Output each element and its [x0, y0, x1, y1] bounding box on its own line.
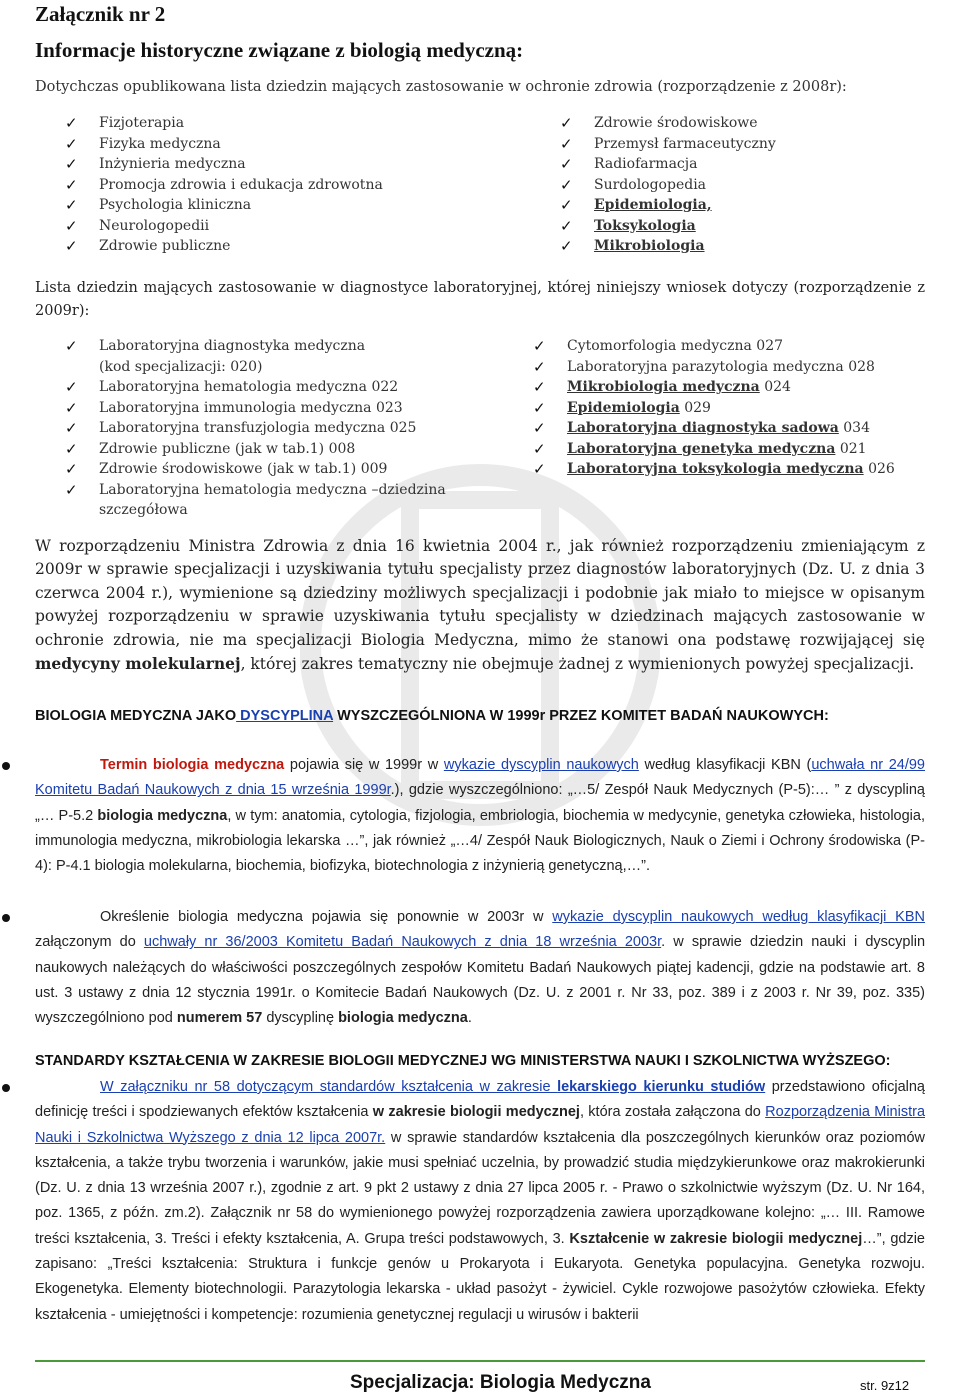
- list-item: ✓ Mikrobiologia medyczna 024: [533, 378, 791, 396]
- wykaz-2003-link[interactable]: wykazie dyscyplin naukowych według klasyfikacji KBN: [552, 909, 925, 925]
- checkmark-icon: ✓: [65, 216, 78, 235]
- list-2008-right: [530, 113, 776, 257]
- list-item: ✓ Cytomorfologia medyczna 027: [533, 337, 784, 355]
- checkmark-icon: ✓: [560, 114, 573, 132]
- lekarski-kierunek-link[interactable]: lekarskiego kierunku studiów: [557, 1079, 766, 1095]
- list-item: ✓ Radiofarmacja: [560, 155, 698, 173]
- regulation-paragraph: W rozporządzeniu Ministra Zdrowia z dnia 16 kwietnia 2004 r., jak również rozporządzeniu zmieniającym z 2009r w sprawie specjalizacji i uzyskiwania tytułu specjalisty przez diagnostów laboratoryjnych (Dz. U. z dnia 3 czerwca 2004 r.), wymienione są dziedziny możliwych specjalizacji i podobnie jak miało to miejsce w opisanym powyżej rozporządzeniu w sprawie uzyskiwania tytułu specjalisty w dziedzinach mających zastosowanie w ochronie zdrowia, nie ma specjalizacji Biologia Medyczna, mimo że stanowi ona podstawę rozwijającej się medycyny molekularnej, której zakres tematyczny nie obejmuje żadnej z wymienionych powyżej specjalizacji.: [35, 537, 925, 674]
- checkmark-icon: ✓: [560, 175, 573, 194]
- list-2008-left: [35, 113, 383, 257]
- checkmark-icon: ✓: [65, 337, 78, 355]
- bullet-paragraph-standards: W załączniku nr 58 dotyczącym standardów kształcenia w zakresie lekarskiego kierunku studiów przedstawiono oficjalną definicję treści i spodziewanych efektów kształcenia w zakresie biologii medycznej, która została załączona do Rozporządzenia Ministra Nauki i Szkolnictwa Wyższego z dnia 12 lipca 2007r. w sprawie standardów kształcenia dla poszczególnych kierunków oraz poziomów kształcenia, a także trybu tworzenia i warunków, jakie musi spełniać uczelnia, by prowadzić studia międzykierunkowe oraz makrokierunki (Dz. U. z dnia 13 września 2007 r.), zgodnie z art. 9 pkt 2 ustawy z dnia 27 lipca 2005 r. - Prawo o szkolnictwie wyższym (Dz. U. Nr 164, poz. 1365, z późn. zm.2). Załącznik nr 58 do wymienionego powyżej rozporządzenia zawiera uporządkowane kolejno: „… III. Ramowe treści kształcenia, 3. Treści i efekty kształcenia, A. Grupa treści podstawowych, 3. Kształcenie w zakresie biologii medycznej…”, gdzie zapisano: „Treści kształcenia: Struktura i funkcje genów u Prokaryota i Eukaryota. Genetyka populacyjna. Genetyka rozwoju. Ekogenetyka. Elementy biotechnologii. Parazytologia lekarska - układ pasożyt - żywiciel. Cykle rozwojowe pasożytów człowieka. Efekty kształcenia - umiejętności i kompetencje: rozumienia genetycznej regulacji u wirusów i bakterii: [35, 1075, 925, 1328]
- checkmark-icon: ✓: [560, 216, 573, 235]
- footer-title: Specjalizacja: Biologia Medyczna: [350, 1372, 651, 1393]
- checkmark-icon: ✓: [65, 175, 78, 194]
- list-item: ✓ Laboratoryjna diagnostyka medyczna (kod specjalizacji: 020): [65, 337, 366, 375]
- footer-rule: [35, 1360, 925, 1362]
- bullet-paragraph-2003: Określenie biologia medyczna pojawia się ponownie w 2003r w wykazie dyscyplin naukowych według klasyfikacji KBN załączonym do uchwały nr 36/2003 Komitetu Badań Naukowych z dnia 18 września 2003r. w sprawie dziedzin nauki i dyscyplin naukowych należących do właściwości poszczególnych zespołów Komitetu Badań Naukowych piątej kadencji, gdzie na podstawie art. 8 ust. 3 ustawy z dnia 12 stycznia 1991r. o Komitecie Badań Naukowych (Dz. U. z 2001 r. Nr 33, poz. 389 i z 2003 r. Nr 39, poz. 335) wyszczególniono pod numerem 57 dyscyplinę biologia medyczna.: [35, 905, 925, 1031]
- checkmark-icon: ✓: [533, 439, 546, 458]
- checkmark-icon: ✓: [65, 460, 78, 478]
- rozporzadzenie-2007-link[interactable]: Rozporządzenia Ministra Nauki i Szkolnictwa Wyższego z dnia 12 lipca 2007r.: [35, 1104, 926, 1146]
- checkmark-icon: ✓: [65, 155, 78, 173]
- checkmark-icon: ✓: [560, 196, 573, 214]
- uchwala-36-2003-link[interactable]: uchwały nr 36/2003 Komitetu Badań Naukowych z dnia 18 września 2003r: [143, 934, 662, 951]
- page-number: str. 9z12: [860, 1378, 910, 1393]
- checkmark-icon: ✓: [65, 378, 78, 396]
- list-2009-right: [503, 336, 895, 480]
- list-item: ✓ Promocja zdrowia i edukacja zdrowotna: [65, 175, 383, 194]
- list-item: ✓ Zdrowie publiczne (jak w tab.1) 008: [65, 439, 356, 458]
- list-item: ✓ Toksykologia: [560, 216, 696, 235]
- list-item: ✓ Zdrowie publiczne: [65, 237, 231, 255]
- bullet-icon: [2, 914, 10, 922]
- checkmark-icon: ✓: [65, 439, 78, 458]
- checkmark-icon: ✓: [560, 155, 573, 173]
- checkmark-icon: ✓: [65, 237, 78, 255]
- page-subtitle: Informacje historyczne związane z biologią medyczną:: [35, 38, 524, 62]
- intro-text: Dotychczas opublikowana lista dziedzin mających zastosowanie w ochronie zdrowia (rozporządzenie z 2008r):: [35, 79, 847, 95]
- list-item: ✓ Epidemiologia 029: [533, 398, 711, 417]
- list-item: ✓ Mikrobiologia: [560, 237, 705, 255]
- dyscyplina-link[interactable]: DYSCYPLINA: [236, 708, 334, 724]
- bullet-icon: [2, 1084, 10, 1092]
- list-item: ✓ Laboratoryjna toksykologia medyczna 026: [533, 460, 895, 478]
- wykaz-1999-link[interactable]: wykazie dyscyplin naukowych: [443, 757, 639, 773]
- list-item: ✓ Fizyka medyczna: [65, 134, 221, 153]
- checkmark-icon: ✓: [533, 460, 546, 478]
- list-item: ✓ Psychologia kliniczna: [65, 196, 252, 214]
- bullet-icon: [2, 762, 10, 770]
- lab-intro-text: Lista dziedzin mających zastosowanie w diagnostyce laboratoryjnej, której niniejszy wniosek dotyczy (rozporządzenie z 2009r):: [35, 280, 925, 319]
- checkmark-icon: ✓: [533, 378, 546, 396]
- list-item: ✓ Laboratoryjna diagnostyka sadowa 034: [533, 419, 870, 437]
- list-item: ✓ Epidemiologia,: [560, 196, 712, 214]
- uchwala-24-99-link[interactable]: uchwała nr 24/99 Komitetu Badań Naukowych z dnia 15 września 1999r: [35, 757, 925, 799]
- list-item: ✓ Laboratoryjna immunologia medyczna 023: [65, 398, 403, 417]
- list-2009-left: [35, 336, 455, 521]
- checkmark-icon: ✓: [65, 134, 78, 153]
- list-item: ✓ Laboratoryjna hematologia medyczna 022: [65, 378, 399, 396]
- list-item: ✓ Laboratoryjna genetyka medyczna 021: [533, 439, 867, 458]
- checkmark-icon: ✓: [65, 114, 78, 132]
- checkmark-icon: ✓: [533, 398, 546, 417]
- list-item: ✓ Zdrowie środowiskowe: [560, 114, 758, 132]
- section-title-kbn: BIOLOGIA MEDYCZNA JAKO DYSCYPLINA WYSZCZEGÓLNIONA W 1999r PRZEZ KOMITET BADAŃ NAUKOWYCH:: [35, 708, 829, 724]
- checkmark-icon: ✓: [533, 419, 546, 437]
- list-item: ✓ Laboratoryjna parazytologia medyczna 028: [533, 357, 875, 376]
- list-item: ✓ Fizjoterapia: [65, 114, 185, 132]
- page-title: Załącznik nr 2: [35, 2, 166, 26]
- list-item: ✓ Inżynieria medyczna: [65, 155, 246, 173]
- list-item: ✓ Przemysł farmaceutyczny: [560, 134, 776, 153]
- list-item: ✓ Laboratoryjna hematologia medyczna –dziedzina szczegółowa: [65, 480, 446, 518]
- checkmark-icon: ✓: [560, 134, 573, 153]
- list-item: ✓ Neurologopedii: [65, 216, 210, 235]
- list-item: ✓ Surdologopedia: [560, 175, 707, 194]
- bullet-paragraph-1999: Termin biologia medyczna pojawia się w 1999r w wykazie dyscyplin naukowych według klasyfikacji KBN (uchwała nr 24/99 Komitetu Badań Naukowych z dnia 15 września 1999r.), gdzie wyszczególniono: „…5/ Zespół Nauk Medycznych (P-5):… ” z dyscypliną „… P-5.2 biologia medyczna, w tym: anatomia, cytologia, fizjologia, embriologia, biochemia w medycynie, genetyka człowieka, histologia, immunologia medyczna, mikrobiologia lekarska …”, jak również „…4/ Zespół Nauk Biologicznych, Nauk o Ziemi i Ochrony środowiska (P-4): P-4.1 biologia molekularna, biochemia, biofizyka, biotechnologia z inżynierią genetyczną,…”.: [35, 753, 925, 879]
- list-item: ✓ Zdrowie środowiskowe (jak w tab.1) 009: [65, 460, 388, 478]
- checkmark-icon: ✓: [65, 398, 78, 417]
- checkmark-icon: ✓: [560, 237, 573, 255]
- checkmark-icon: ✓: [65, 480, 78, 499]
- checkmark-icon: ✓: [65, 419, 78, 437]
- checkmark-icon: ✓: [533, 337, 546, 355]
- zalacznik-58-link[interactable]: W załączniku nr 58 dotyczącym standardów kształcenia w zakresie: [100, 1079, 558, 1095]
- list-item: ✓ Laboratoryjna transfuzjologia medyczna 025: [65, 419, 417, 437]
- section-title-standards: STANDARDY KSZTAŁCENIA W ZAKRESIE BIOLOGII MEDYCZNEJ WG MINISTERSTWA NAUKI I SZKOLNICTWA WYŻSZEGO:: [35, 1053, 891, 1069]
- checkmark-icon: ✓: [65, 196, 78, 214]
- checkmark-icon: ✓: [533, 357, 546, 376]
